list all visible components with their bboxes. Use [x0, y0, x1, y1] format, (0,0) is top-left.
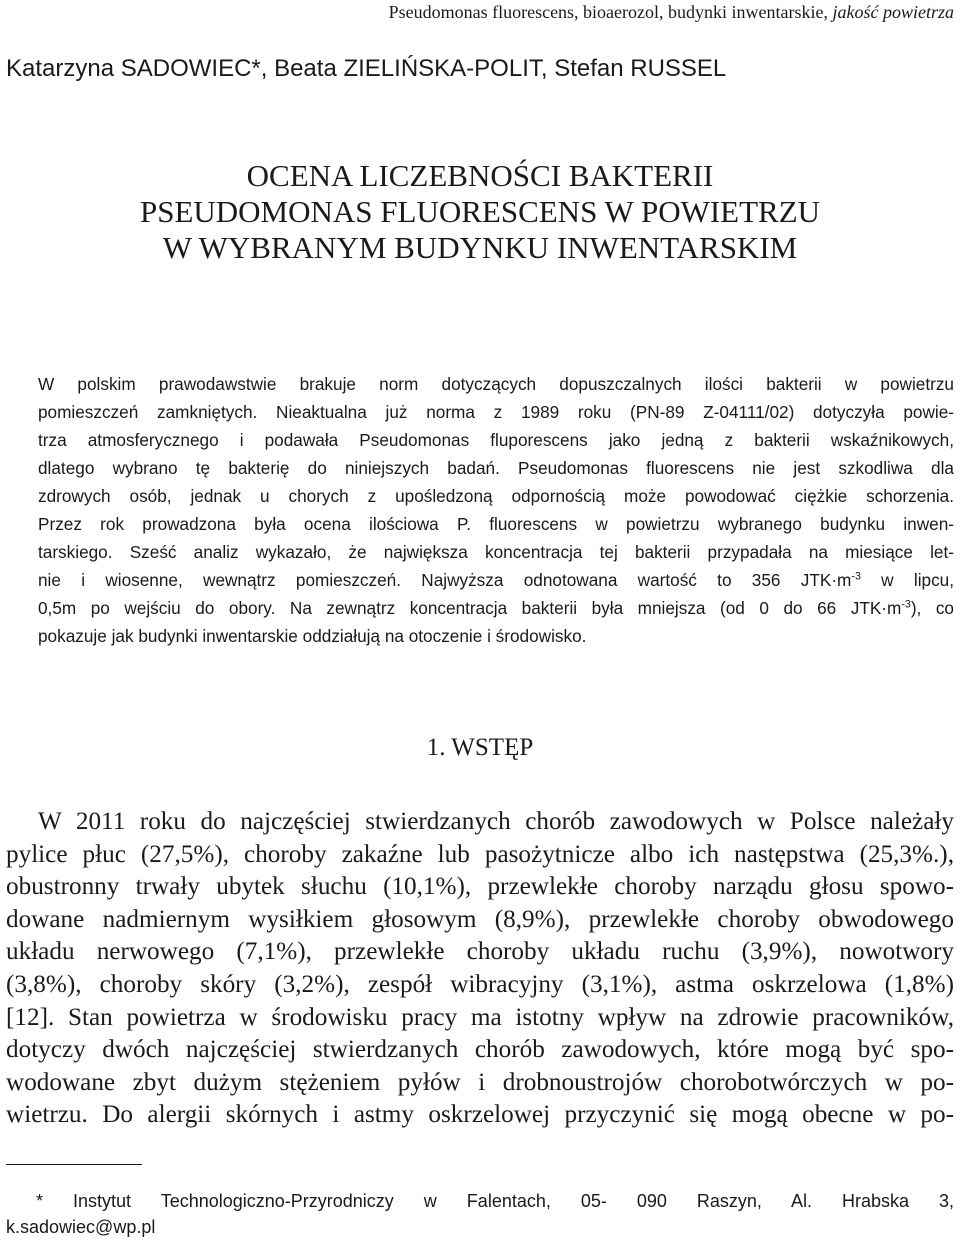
- title-line: W WYBRANYM BUDYNKU INWENTARSKIM: [162, 230, 798, 265]
- footnote-affiliation: * Instytut Technologiczno-Przyrodniczy w Falentach, 05- 090 Raszyn, Al. Hrabska 3,: [36, 1191, 954, 1211]
- body-line: wietrzu. Do alergii skórnych i astmy oskrzelowej przyczynić się mogą obecne w po-: [6, 1101, 954, 1129]
- abstract-line-text: nie i wiosenne, wewnątrz pomieszczeń. Najwyższa odnotowana wartość to 356 JTK·m: [38, 570, 852, 590]
- body-line: W 2011 roku do najczęściej stwierdzanych chorób zawodowych w Polsce należały: [38, 808, 954, 835]
- paper-title: [0, 158, 960, 266]
- title-line: PSEUDOMONAS FLUORESCENS W POWIETRZU: [139, 194, 821, 229]
- abstract-line: [38, 594, 954, 622]
- body-line: obustronny trwały ubytek słuchu (10,1%), przewlekłe choroby narządu głosu spowo-: [6, 873, 954, 901]
- keywords-header: [389, 0, 954, 24]
- footnote-divider: [6, 1164, 142, 1165]
- abstract-line-text: 0,5m po wejściu do obory. Na zewnątrz koncentracja bakterii była mniejsza (od 0 do 66 JTK·m: [38, 598, 902, 618]
- footnote: [6, 1188, 954, 1240]
- body-line: wodowane zbyt dużym stężeniem pyłów i drobnoustrojów chorobotwórczych w po-: [6, 1068, 954, 1096]
- abstract-line: trza atmosferycznego i podawała Pseudomonas fluporescens jako jedną z bakterii wskaźnikowych,: [38, 430, 954, 450]
- author-list: Katarzyna SADOWIEC*, Beata ZIELIŃSKA-POLIT, Stefan RUSSEL: [6, 55, 727, 82]
- abstract-line: Przez rok prowadzona była ocena ilościowa P. fluorescens w powietrzu wybranego budynku inwen-: [38, 514, 954, 534]
- abstract: [38, 370, 954, 650]
- body-line: pylice płuc (27,5%), choroby zakaźne lub pasożytnicze albo ich następstwa (25,3%.),: [6, 840, 954, 868]
- body-line: dowane nadmiernym wysiłkiem głosowym (8,9%), przewlekłe choroby obwodowego: [6, 905, 954, 933]
- keywords-italic: jakość powietrza: [832, 2, 954, 22]
- body-line: układu nerwowego (7,1%), przewlekłe choroby układu ruchu (3,9%), nowotwory: [6, 938, 954, 966]
- section-heading: 1. WSTĘP: [426, 734, 534, 761]
- abstract-line: pokazuje jak budynki inwentarskie oddziałują na otoczenie i środowisko.: [38, 626, 587, 646]
- abstract-line: tarskiego. Sześć analiz wykazało, że największa koncentracja tej bakterii przypadała na miesiące let-: [38, 542, 954, 562]
- body-line: (3,8%), choroby skóry (3,2%), zespół wibracyjny (3,1%), astma oskrzelowa (1,8%): [6, 970, 954, 998]
- abstract-line: pomieszczeń zamkniętych. Nieaktualna już norma z 1989 roku (PN-89 Z-04111/02) dotyczyła powie-: [38, 402, 954, 422]
- footnote-email: k.sadowiec@wp.pl: [6, 1217, 156, 1237]
- body-line: dotyczy dwóch najczęściej stwierdzanych chorób zawodowych, które mogą być spo-: [6, 1036, 954, 1064]
- abstract-line: zdrowych osób, jednak u chorych z upośledzoną odpornością może powodować ciężkie schorzenia.: [38, 486, 954, 506]
- exponent: -3: [851, 570, 861, 583]
- body-line: [12]. Stan powietrza w środowisku pracy ma istotny wpływ na zdrowie pracowników,: [6, 1003, 954, 1031]
- abstract-line: [38, 566, 954, 594]
- abstract-line-tail: ), co: [910, 598, 954, 618]
- abstract-line: W polskim prawodawstwie brakuje norm dotyczących dopuszczalnych ilości bakterii w powietrzu: [38, 374, 954, 394]
- title-line: OCENA LICZEBNOŚCI BAKTERII: [246, 158, 714, 193]
- body-paragraph: [6, 806, 954, 1132]
- abstract-line: dlatego wybrano tę bakterię do niniejszych badań. Pseudomonas fluorescens nie jest szkodliwa dla: [38, 458, 954, 478]
- keywords-plain: Pseudomonas fluorescens, bioaerozol, budynki inwentarskie,: [388, 2, 833, 22]
- exponent: -3: [901, 598, 911, 611]
- abstract-line-tail: w lipcu,: [860, 570, 954, 590]
